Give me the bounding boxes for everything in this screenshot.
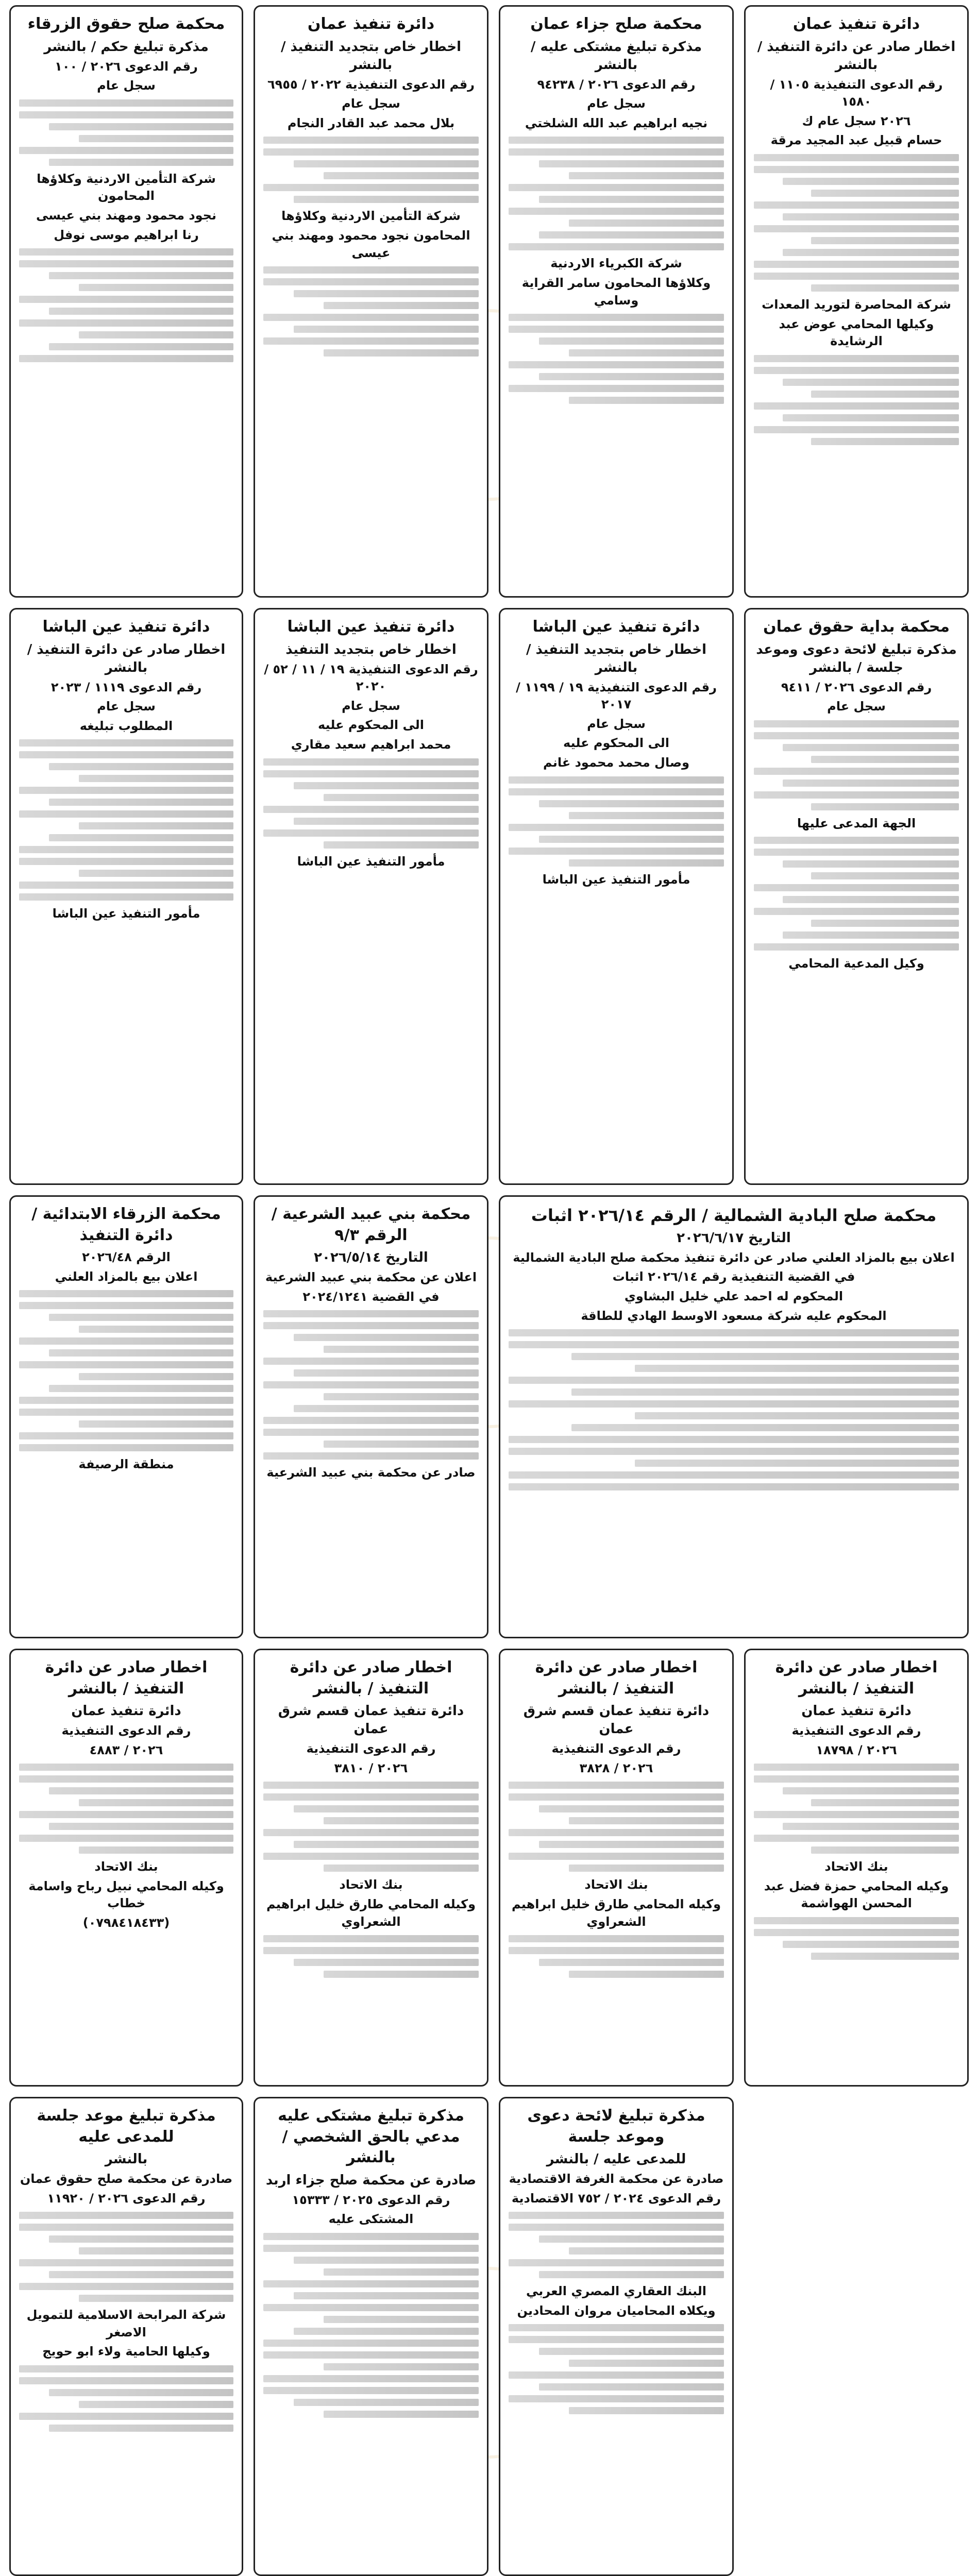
notice-body [754,720,959,810]
notice-body [754,1764,959,1854]
notice-title: دائرة تنفيذ عين الباشا [532,618,700,636]
notice-subtitle: دائرة تنفيذ عمان قسم شرق عمان [278,1703,464,1737]
notice-body [754,154,959,292]
case-label: رقم الدعوى التنفيذية [61,1723,191,1738]
party-name: البنك العقاري المصري العربي [526,2284,707,2299]
notice-row3-1 [499,1195,969,1638]
notice-body [263,137,479,203]
notice-title: مذكرة تبليغ موعد جلسة للمدعى عليه [37,2107,216,2146]
notice-body [509,314,724,404]
notice-row1-3 [254,5,488,598]
notice-title: محكمة صلح جزاء عمان [530,15,702,33]
case-year: سجل عام [97,78,156,93]
notice-body [509,2324,724,2414]
notice-title: دائرة تنفيذ عين الباشا [287,618,455,636]
notice-subtitle: صادرة عن محكمة صلح جزاء اربد [265,2172,477,2188]
notice-body [19,1764,233,1854]
notice-row3-2 [254,1195,488,1638]
case-year: سجل عام [587,716,646,731]
notice-title: دائرة تنفيذ عمان [792,15,920,33]
party-name: نجيه ابراهيم عبد الله الشلختي [525,115,708,130]
party-name: حسام قبيل عبد المجيد مرقة [770,133,942,148]
notice-body [263,266,479,357]
notice-title: دائرة تنفيذ عمان [307,15,435,33]
case-number: رقم الدعوى التنفيذية ١٩ / ١١٩٩ / ٢٠١٧ [516,680,717,712]
notice-body [19,2365,233,2432]
notice-body [263,1782,479,1872]
notice-body [19,1290,233,1451]
notice-subtitle: اخطار خاص بتجديد التنفيذ / بالنشر [280,39,462,73]
issuer-line: صادر عن محكمة بني عبيد الشرعية [266,1465,476,1480]
notice-body [754,837,959,951]
notice-title: مذكرة تبليغ مشتكى عليه مدعي بالحق الشخصي / بالنشر [278,2107,464,2166]
notice-row1-2 [499,5,734,598]
party-name: شركة التأمين الاردنية وكلاؤها المحامون [37,171,216,204]
case-number: رقم الدعوى التنفيذية ١١٠٥ / ١٥٨٠ [770,77,943,109]
case-number: رقم الدعوى ٢٠٢٦ / ٩٤١١ [781,680,932,694]
notice-row1-1 [744,5,969,598]
party-name: بلال محمد عبد القادر النجام [287,115,455,130]
case-number: رقم الدعوى ٢٠٢٦ / ١١٩٢٠ [47,2191,206,2206]
case-year: سجل عام [827,699,886,714]
notice-subtitle: دائرة تنفيذ عمان قسم شرق عمان [523,1703,710,1737]
party-name: شركة المحاصرة لتوريد المعدات [762,297,951,312]
party-name: بنك الاتحاد [94,1859,158,1874]
notice-body [19,2212,233,2302]
lawyer-name: نجود محمود ومهند بني عيسى [36,208,216,223]
signature-line: مأمور التنفيذ عين الباشا [52,906,200,921]
notice-row2-1 [744,608,969,1185]
notice-title: محكمة بني عبيد الشرعية / الرقم ٩/٣ [271,1205,471,1244]
case-year: سجل عام [587,96,646,111]
notice-title: محكمة صلح حقوق الزرقاء [27,15,225,33]
notice-body [509,1935,724,1978]
notice-subtitle: اخطار خاص بتجديد التنفيذ [285,641,457,657]
issuer-line: صادرة عن محكمة الغرفة الاقتصادية [509,2172,724,2187]
lawyer-name: وكلاؤها المحامون سامر القراية وسامي [521,276,711,308]
notice-subtitle: اعلان بيع بالمزاد العلني صادر عن دائرة تنفيذ محكمة صلح البادية الشمالية [513,1250,955,1265]
notice-subtitle: اخطار صادر عن دائرة التنفيذ / بالنشر [27,641,226,675]
notice-date: التاريخ ٢٠٢٦/٥/١٤ [314,1250,428,1265]
notice-date: التاريخ ٢٠٢٦/٦/١٧ [677,1230,791,1246]
lawyer-name: وكيله المحامي حمزة فضل عبد المحسن الهواشمة [764,1878,949,1911]
lawyer-name: وكيل المدعية المحامي [788,956,924,971]
notice-body [263,1310,479,1460]
notice-body [19,739,233,901]
party-name: المحكوم له احمد علي خليل البشاوي [624,1289,844,1304]
party-name: بنك الاتحاد [824,1859,888,1874]
notice-body [19,248,233,362]
lawyer-name: المحامون نجود محمود ومهند بني عيسى [272,228,470,260]
case-year: سجل عام [97,699,156,714]
case-number: ٢٠٢٦ / ٣٨٢٨ [579,1760,653,1775]
notice-row5-1 [499,2097,734,2576]
lawyer-name: وكيله المحامي نبيل رباح واسامة خطاب [28,1878,224,1911]
notice-subtitle: دائرة تنفيذ عمان [801,1703,912,1719]
party-name: رنا ابراهيم موسى نوفل [54,227,199,242]
party-name: شركة المرابحة الاسلامية للتمويل الاصغر [26,2308,226,2340]
notice-body [509,1782,724,1872]
case-number: ٢٠٢٦ / ٤٨٨٣ [89,1742,163,1757]
case-year: ٢٠٢٦ سجل عام ك [802,113,911,128]
notice-row2-4 [9,608,243,1185]
notice-subtitle: اخطار صادر عن دائرة التنفيذ / بالنشر [757,39,956,73]
notice-title: اخطار صادر عن دائرة التنفيذ / بالنشر [290,1658,452,1698]
notice-subtitle: اعلان بيع بالمزاد العلني [55,1269,198,1284]
signature-line: مأمور التنفيذ عين الباشا [297,854,445,869]
notice-title: اخطار صادر عن دائرة التنفيذ / بالنشر [535,1658,698,1698]
notice-body [19,99,233,166]
location-line: منطقة الرصيفة [78,1457,174,1472]
party-name: شركة التأمين الاردنية وكلاؤها [281,209,461,224]
party-name: وصال محمد محمود غانم [543,755,689,770]
lawyer-name: وكيله المحامي طارق خليل ابراهيم الشعراوي [266,1896,476,1929]
case-number: رقم الدعوى ٢٠٢٥ / ١٥٣٣٣ [292,2192,450,2207]
lawyer-name: ويكلاه المحاميان مروان المحادين [517,2303,716,2318]
lawyer-phone: (٠٧٩٨٤١٨٤٣٣) [82,1916,170,1930]
party-name: محمد ابراهيم سعيد مقاري [291,737,451,752]
case-number: ٢٠٢٦ / ١٨٧٩٨ [816,1742,897,1757]
party-name: شركة الكبرياء الاردنية [550,256,682,271]
case-year: سجل عام [342,698,400,713]
notice-row2-2 [499,608,734,1185]
case-number: رقم الدعوى ١١١٩ / ٢٠٢٣ [50,680,202,694]
issuer-line: صادرة عن محكمة صلح حقوق عمان [20,2172,233,2187]
notice-body [509,137,724,250]
notice-row4-2 [499,1649,734,2087]
notice-row4-1 [744,1649,969,2087]
party-name: بنك الاتحاد [339,1877,403,1892]
party-name: بنك الاتحاد [584,1877,648,1892]
party-label: الى المحكوم عليه [318,718,424,733]
case-number: رقم الدعوى ٢٠٢٦ / ١٠٠ [55,59,198,74]
notice-subtitle: اخطار خاص بتجديد التنفيذ / بالنشر [526,641,707,675]
case-number: رقم الدعوى ٢٠٢٦ / ٩٤٢٣٨ [537,77,696,92]
notice-title: محكمة بداية حقوق عمان [763,618,950,636]
notice-subtitle: للمدعى عليه / بالنشر [546,2151,686,2167]
case-number: في القضية ٢٠٢٤/١٢٤١ [302,1289,440,1304]
case-label: رقم الدعوى التنفيذية [791,1723,921,1738]
notice-row4-3 [254,1649,488,2087]
notice-subtitle: بالنشر [105,2151,148,2167]
notice-subtitle: دائرة تنفيذ عمان [71,1703,181,1719]
case-year: سجل عام [342,96,400,111]
party-label: المشتكى عليه [328,2212,414,2227]
party-label: الى المحكوم عليه [563,736,669,751]
notice-row2-3 [254,608,488,1185]
notice-title: اخطار صادر عن دائرة التنفيذ / بالنشر [45,1658,208,1698]
case-number: رقم الدعوى ٢٠٢٤ / ٧٥٢ الاقتصادية [511,2191,721,2206]
notice-body [263,758,479,849]
case-number: رقم الدعوى التنفيذية ٢٠٢٢ / ٦٩٥٥ [267,77,475,92]
notice-title: محكمة صلح البادية الشمالية / الرقم ٢٠٢٦/١٤ اثبات [531,1206,937,1225]
notice-subtitle: مذكرة تبليغ حكم / بالنشر [44,39,209,55]
case-label: رقم الدعوى التنفيذية [551,1741,681,1756]
notice-body [754,355,959,445]
notice-row4-4 [9,1649,243,2087]
notice-subtitle: اعلان عن محكمة بني عبيد الشرعية [265,1270,477,1285]
party-label: الجهة المدعى عليها [797,816,916,831]
notice-row3-3 [9,1195,243,1638]
lawyer-name: وكيلها المحامي عوض عبد الرشايدة [779,316,934,349]
case-number: رقم الدعوى التنفيذية ١٩ / ١١ / ٥٢ / ٢٠٢٠ [264,662,478,694]
case-number: الرقم ٢٠٢٦/٤٨ [82,1250,171,1264]
notice-row5-2 [254,2097,488,2576]
party-name: المحكوم عليه شركة مسعود الاوسط الهادي للطاقة [581,1308,887,1323]
notice-title: دائرة تنفيذ عين الباشا [42,618,210,636]
lawyer-name: وكيلها الحامية ولاء ابو حويج [42,2344,210,2359]
notice-body [263,2233,479,2418]
notice-subtitle: مذكرة تبليغ مشتكى عليه / بالنشر [530,39,702,73]
party-label: المطلوب تبليغه [79,718,173,733]
notice-row5-3 [9,2097,243,2576]
case-number: ٢٠٢٦ / ٣٨١٠ [334,1760,408,1775]
case-number: في القضية التنفيذية رقم ٢٠٢٦/١٤ اثبات [612,1269,855,1284]
signature-line: مأمور التنفيذ عين الباشا [542,872,690,887]
notice-body [263,1935,479,1978]
notice-body [509,1329,959,1490]
notice-title: محكمة الزرقاء الابتدائية / دائرة التنفيذ [31,1205,221,1244]
case-label: رقم الدعوى التنفيذية [306,1741,436,1756]
notice-body [754,1917,959,1960]
notice-subtitle: مذكرة تبليغ لائحة دعوى وموعد جلسة / بالنشر [756,641,957,675]
notice-row1-4 [9,5,243,598]
notice-title: اخطار صادر عن دائرة التنفيذ / بالنشر [775,1658,938,1698]
notice-body [509,2212,724,2278]
lawyer-name: وكيله المحامي طارق خليل ابراهيم الشعراوي [511,1896,721,1929]
notice-title: مذكرة تبليغ لائحة دعوى وموعد جلسة [527,2107,705,2146]
notice-body [509,776,724,867]
